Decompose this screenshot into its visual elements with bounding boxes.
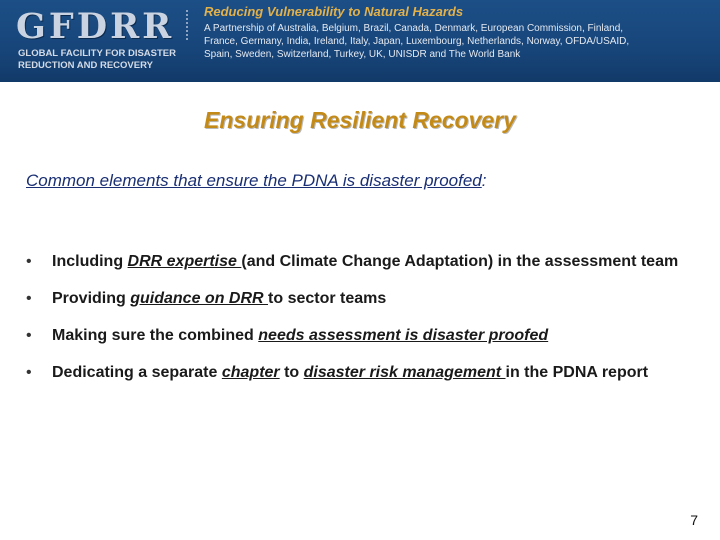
bullet-item: • Providing guidance on DRR to sector teams [26,282,696,315]
page-number: 7 [690,512,698,528]
bullet-list [26,245,696,393]
partners-list: A Partnership of Australia, Belgium, Brazil, Canada, Denmark, European Commission, Finland, France, Germany, India, Ireland, Italy, Japan, Luxembourg, Netherlands, Norway, OFDA/USAID, Spain, Sweden, Switzerland, Turkey, UK, UNISDR and The World Bank [204,23,630,60]
banner-divider [186,10,188,40]
bullet-dot: • [26,290,32,307]
header-banner [0,0,720,82]
underlined-term: chapter [221,364,280,381]
logo-subtitle: GLOBAL FACILITY FOR DISASTER REDUCTION AND RECOVERY [18,48,176,71]
underlined-term: needs assessment is disaster proofed [258,327,549,344]
subtitle-text: Common elements that ensure the PDNA is disaster proofed [26,171,482,190]
slide-subtitle [26,171,487,191]
bullet-dot: • [26,253,32,270]
bullet-dot: • [26,327,32,344]
bullet-dot: • [26,364,32,381]
underlined-term: DRR expertise [127,253,242,270]
banner-tagline: Reducing Vulnerability to Natural Hazards [204,4,464,19]
gfdrr-logo: GFDRR [16,6,175,47]
bullet-item: • Making sure the combined needs assessment is disaster proofed [26,319,696,352]
underlined-term: guidance on DRR [130,290,269,307]
bullet-item: • Including DRR expertise (and Climate Change Adaptation) in the assessment team [26,245,696,278]
slide-title: Ensuring Resilient Recovery [204,107,516,133]
subtitle-colon: : [481,171,487,190]
underlined-term: disaster risk management [303,364,506,381]
bullet-item: • Dedicating a separate chapter to disaster risk management in the PDNA report [26,356,696,389]
